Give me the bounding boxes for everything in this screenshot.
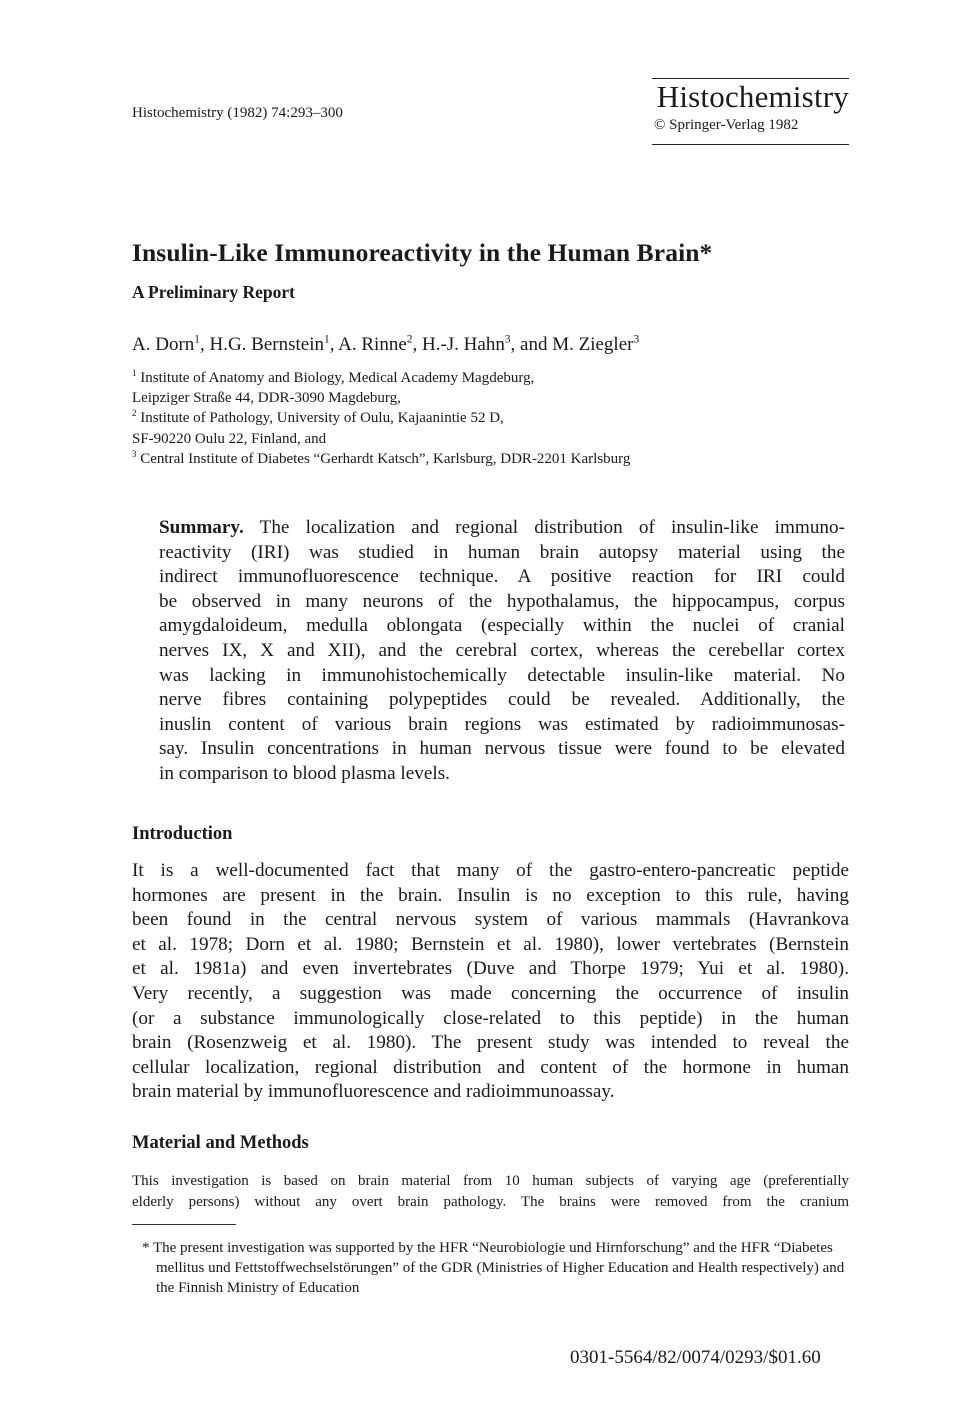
- affiliation-text: Central Institute of Diabetes “Gerhardt Katsch”, Karlsburg, DDR-2201 Karlsburg: [140, 450, 631, 467]
- summary-line: [159, 614, 845, 639]
- summary-line: [159, 664, 845, 689]
- article-code: 0301-5564/82/0074/0293/$01.60: [570, 1347, 821, 1368]
- affiliation-text: Institute of Anatomy and Biology, Medical Academy Magdeburg,: [140, 370, 535, 386]
- introduction-text: been found in the central nervous system of various mammals (Havrankova: [132, 909, 849, 931]
- article-title: Insulin-Like Immunoreactivity in the Human Brain*: [132, 238, 713, 267]
- summary-text: indirect immunofluorescence technique. A positive reaction for IRI could: [159, 566, 845, 588]
- introduction-line: [132, 1056, 849, 1081]
- summary-text: nerves IX, X and XII), and the cerebral cortex, whereas the cerebellar cortex: [159, 639, 845, 661]
- author-affiliation-mark: 3: [504, 333, 511, 346]
- methods-text: elderly persons) without any overt brain pathology. The brains were removed from the cranium: [132, 1194, 849, 1210]
- methods-line: [132, 1171, 849, 1192]
- summary-label: Summary.: [159, 517, 244, 538]
- affiliation-line: [132, 449, 630, 469]
- methods-text: This investigation is based on brain material from 10 human subjects of varying age (preferentially: [132, 1173, 849, 1189]
- introduction-text: et al. 1981a) and even invertebrates (Duve and Thorpe 1979; Yui et al. 1980).: [132, 958, 849, 980]
- copyright-notice: © Springer-Verlag 1982: [654, 117, 799, 133]
- article-subtitle: A Preliminary Report: [132, 282, 295, 302]
- author-name: A. Dorn: [132, 334, 195, 355]
- author-separator: ,: [412, 334, 422, 355]
- author-affiliation-mark: 1: [194, 333, 200, 346]
- introduction-line: [132, 859, 849, 884]
- summary-line: [159, 541, 845, 566]
- introduction-text: hormones are present in the brain. Insulin is no exception to this rule, having: [132, 884, 849, 906]
- journal-masthead: [652, 78, 849, 145]
- affiliations: [132, 368, 630, 469]
- footnote-divider: [132, 1224, 236, 1225]
- introduction-line: [132, 957, 849, 982]
- introduction-text: brain (Rosenzweig et al. 1980). The present study was intended to reveal the: [132, 1032, 849, 1054]
- introduction-line: [132, 933, 849, 958]
- affiliation-text: SF-90220 Oulu 22, Finland, and: [132, 430, 327, 447]
- introduction-line: [132, 1080, 849, 1105]
- methods-heading: Material and Methods: [132, 1133, 309, 1153]
- introduction-text: et al. 1978; Dorn et al. 1980; Bernstein et al. 1980), lower vertebrates (Bernstein: [132, 933, 849, 955]
- author-separator: , and: [510, 334, 553, 355]
- introduction-line: [132, 1007, 849, 1032]
- author-list: [132, 334, 639, 356]
- affiliation-line: [132, 368, 630, 388]
- affiliation-mark: 3: [132, 448, 137, 459]
- author-name: A. Rinne: [338, 334, 407, 355]
- author-name: H.-J. Hahn: [421, 334, 505, 355]
- summary-text: amygdaloideum, medulla oblongata (especially within the nuclei of cranial: [159, 615, 845, 637]
- summary-line: [159, 639, 845, 664]
- author-name: H.G. Bernstein: [209, 334, 324, 355]
- affiliation-line: [132, 429, 630, 449]
- summary-line: [159, 762, 845, 787]
- introduction-heading: Introduction: [132, 824, 233, 844]
- methods-body: [132, 1171, 849, 1213]
- introduction-line: [132, 982, 849, 1007]
- summary-text: in comparison to blood plasma levels.: [159, 762, 450, 784]
- introduction-text: It is a well-documented fact that many of the gastro-entero-pancreatic peptide: [132, 860, 849, 881]
- summary-text: reactivity (IRI) was studied in human brain autopsy material using the: [159, 541, 845, 563]
- introduction-line: [132, 1031, 849, 1056]
- summary-text: nerve fibres containing polypeptides could be revealed. Additionally, the: [159, 689, 845, 711]
- affiliation-line: [132, 388, 630, 408]
- affiliation-mark: 2: [132, 408, 137, 419]
- author-separator: ,: [329, 334, 339, 355]
- summary-text: say. Insulin concentrations in human nervous tissue were found to be elevated: [159, 738, 845, 760]
- summary-line: [159, 713, 845, 738]
- journal-name: Histochemistry: [656, 79, 849, 114]
- introduction-line: [132, 908, 849, 933]
- author-separator: ,: [199, 334, 210, 355]
- summary-line: [159, 590, 845, 615]
- introduction-text: brain material by immunofluorescence and radioimmunoassay.: [132, 1081, 615, 1103]
- author-affiliation-mark: 1: [324, 333, 330, 346]
- introduction-body: [132, 859, 849, 1105]
- author-affiliation-mark: 2: [406, 333, 413, 346]
- affiliation-mark: 1: [132, 368, 137, 378]
- author-name: M. Ziegler: [552, 334, 634, 355]
- summary-abstract: [159, 516, 845, 787]
- affiliation-text: Leipziger Straße 44, DDR-3090 Magdeburg,: [132, 390, 401, 407]
- summary-line: [159, 565, 845, 590]
- masthead-bottom-rule: [652, 144, 849, 145]
- introduction-text: cellular localization, regional distribution and content of the hormone in human: [132, 1056, 849, 1078]
- summary-line: [159, 688, 845, 713]
- summary-text: The localization and regional distribution of insulin-like immuno-: [243, 517, 845, 538]
- author-affiliation-mark: 3: [633, 333, 640, 346]
- introduction-text: (or a substance immunologically close-related to this peptide) in the human: [132, 1007, 849, 1029]
- methods-line: [132, 1192, 849, 1213]
- affiliation-line: [132, 408, 630, 428]
- introduction-line: [132, 884, 849, 909]
- summary-line: [159, 737, 845, 762]
- summary-text: was lacking in immunohistochemically detectable insulin-like material. No: [159, 664, 845, 686]
- footnote: * The present investigation was supported by the HFR “Neurobiologie und Hirnforschung” and the HFR “Diabetes mellitus und Fettstoffwechselstörungen” of the GDR (Ministries of Higher Education and Health respectively) and the Finnish Ministry of Education: [142, 1240, 845, 1296]
- summary-line: [159, 516, 845, 541]
- journal-citation: Histochemistry (1982) 74:293–300: [132, 105, 343, 121]
- affiliation-text: Institute of Pathology, University of Oulu, Kajaanintie 52 D,: [140, 410, 504, 427]
- summary-text: inuslin content of various brain regions was estimated by radioimmunosas-: [159, 713, 845, 735]
- summary-text: be observed in many neurons of the hypothalamus, the hippocampus, corpus: [159, 590, 845, 612]
- introduction-text: Very recently, a suggestion was made concerning the occurrence of insulin: [132, 982, 849, 1004]
